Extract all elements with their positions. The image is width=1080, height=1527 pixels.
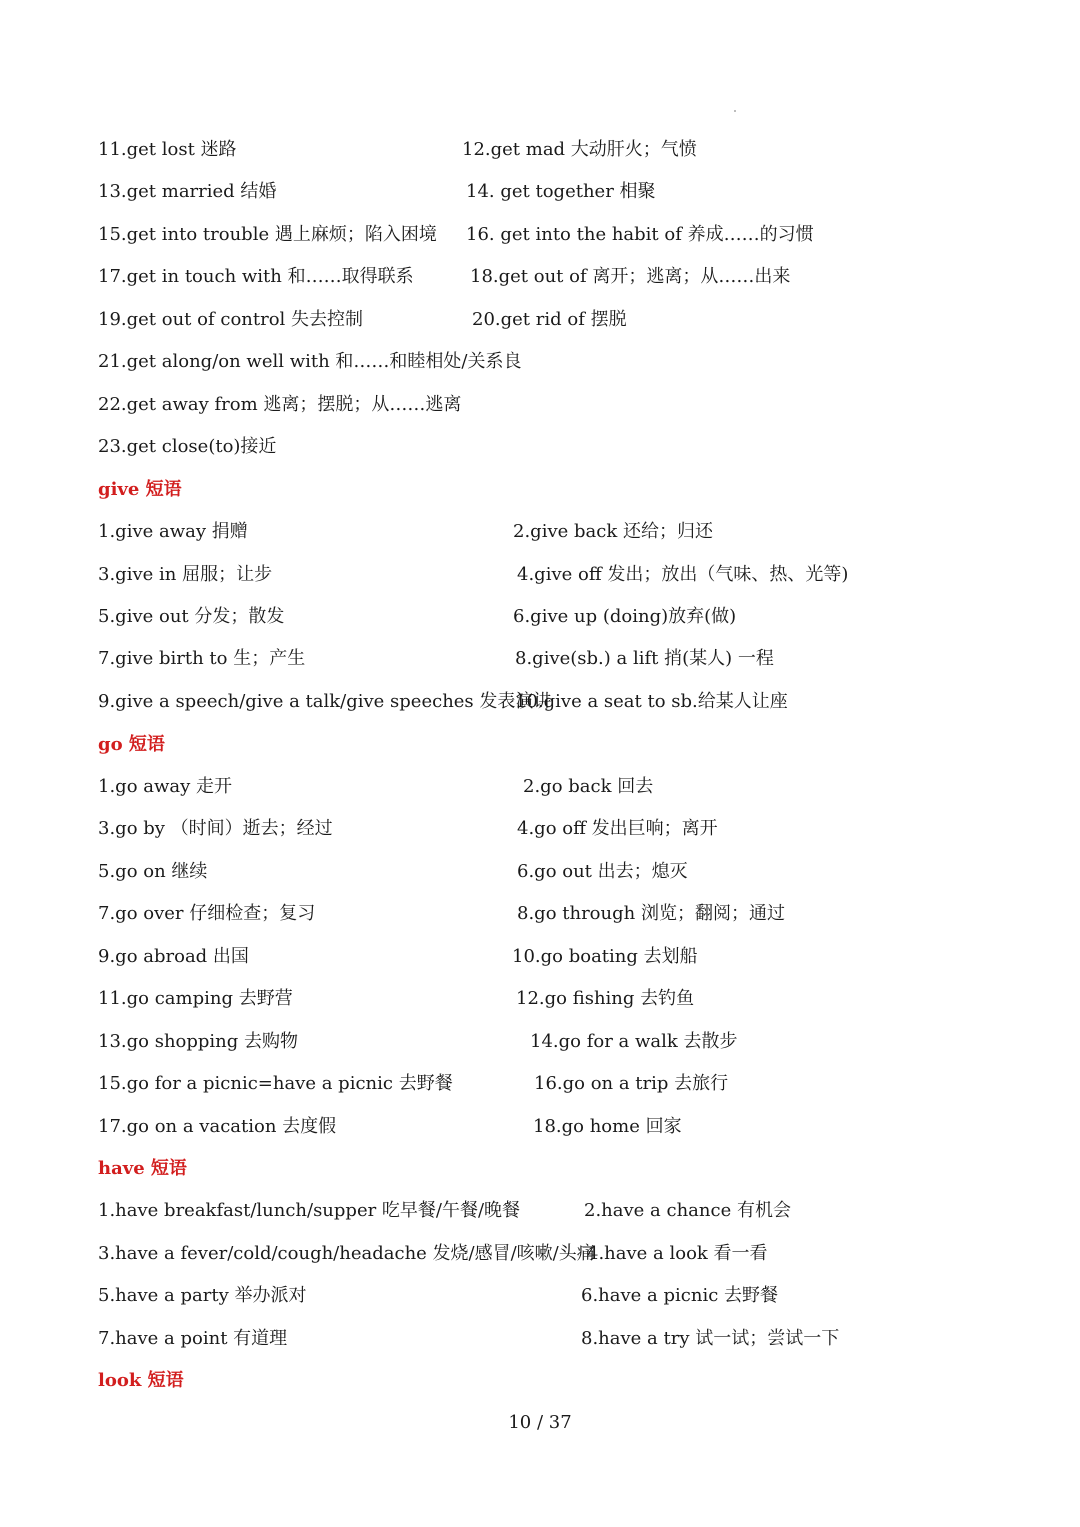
phrase-right: 10.give a seat to sb.给某人让座 <box>515 691 788 712</box>
section-heading-look: look 短语 <box>98 1370 184 1391</box>
phrase-left: 15.go for a picnic=have a picnic 去野餐 <box>98 1073 453 1094</box>
phrase-right: 14. get together 相聚 <box>466 181 656 202</box>
phrase-right: 16. get into the habit of 养成……的习惯 <box>466 224 814 245</box>
phrase-left: 23.get close(to)接近 <box>98 436 277 457</box>
phrase-left: 9.go abroad 出国 <box>98 946 249 967</box>
phrase-row <box>0 1239 1080 1269</box>
phrase-left: 5.give out 分发；散发 <box>98 606 285 627</box>
phrase-right: 2.go back 回去 <box>523 776 654 797</box>
phrase-right: 18.go home 回家 <box>533 1116 682 1137</box>
phrase-row <box>0 644 1080 674</box>
phrase-row <box>0 135 1080 165</box>
phrase-left: 9.give a speech/give a talk/give speeches 发表演讲 <box>98 691 552 712</box>
phrase-row <box>0 262 1080 292</box>
phrase-row <box>0 347 1080 377</box>
phrase-right: 14.go for a walk 去散步 <box>530 1031 738 1052</box>
phrase-right: 8.give(sb.) a lift 捎(某人) 一程 <box>515 648 774 669</box>
phrase-left: 11.go camping 去野营 <box>98 988 293 1009</box>
phrase-right: 4.have a look 看一看 <box>587 1243 768 1264</box>
phrase-left: 3.go by （时间）逝去；经过 <box>98 818 333 839</box>
phrase-row <box>0 984 1080 1014</box>
phrase-row <box>0 772 1080 802</box>
phrase-left: 3.have a fever/cold/cough/headache 发烧/感冒/咳嗽/头痛 <box>98 1243 595 1264</box>
phrase-left: 1.go away 走开 <box>98 776 233 797</box>
phrase-left: 13.get married 结婚 <box>98 181 277 202</box>
phrase-row <box>0 517 1080 547</box>
phrase-row <box>0 687 1080 717</box>
phrase-row <box>0 1324 1080 1354</box>
phrase-row <box>0 305 1080 335</box>
phrase-right: 4.go off 发出巨响；离开 <box>517 818 718 839</box>
phrase-right: 20.get rid of 摆脱 <box>472 309 627 330</box>
phrase-left: 22.get away from 逃离；摆脱；从……逃离 <box>98 394 462 415</box>
phrase-right: 18.get out of 离开；逃离；从……出来 <box>470 266 791 287</box>
phrase-right: 6.give up (doing)放弃(做) <box>513 606 737 627</box>
phrase-left: 1.have breakfast/lunch/supper 吃早餐/午餐/晚餐 <box>98 1200 521 1221</box>
phrase-left: 1.give away 捐赠 <box>98 521 248 542</box>
phrase-row <box>0 602 1080 632</box>
phrase-left: 5.go on 继续 <box>98 861 208 882</box>
phrase-row <box>0 177 1080 207</box>
phrase-right: 2.have a chance 有机会 <box>584 1200 791 1221</box>
phrase-right: 8.go through 浏览；翻阅；通过 <box>517 903 785 924</box>
phrase-row <box>0 1027 1080 1057</box>
phrase-right: 16.go on a trip 去旅行 <box>534 1073 729 1094</box>
phrase-row <box>0 1112 1080 1142</box>
phrase-row <box>0 857 1080 887</box>
phrase-right: 2.give back 还给；归还 <box>513 521 713 542</box>
scan-speck <box>734 110 736 112</box>
phrase-row <box>0 432 1080 462</box>
phrase-right: 6.have a picnic 去野餐 <box>581 1285 779 1306</box>
phrase-row <box>0 560 1080 590</box>
section-heading-have: have 短语 <box>98 1158 187 1179</box>
phrase-row <box>0 390 1080 420</box>
phrase-left: 17.get in touch with 和……取得联系 <box>98 266 414 287</box>
phrase-right: 6.go out 出去；熄灭 <box>517 861 688 882</box>
phrase-left: 5.have a party 举办派对 <box>98 1285 307 1306</box>
phrase-left: 3.give in 屈服；让步 <box>98 564 273 585</box>
phrase-left: 21.get along/on well with 和……和睦相处/关系良 <box>98 351 522 372</box>
phrase-right: 4.give off 发出；放出（气味、热、光等) <box>517 564 849 585</box>
phrase-left: 7.go over 仔细检查；复习 <box>98 903 316 924</box>
phrase-left: 11.get lost 迷路 <box>98 139 237 160</box>
phrase-left: 7.give birth to 生；产生 <box>98 648 306 669</box>
phrase-row <box>0 1196 1080 1226</box>
phrase-right: 12.go fishing 去钓鱼 <box>516 988 695 1009</box>
phrase-row <box>0 942 1080 972</box>
phrase-row <box>0 1281 1080 1311</box>
phrase-left: 17.go on a vacation 去度假 <box>98 1116 337 1137</box>
page-number: 10 / 37 <box>508 1412 572 1433</box>
phrase-row <box>0 814 1080 844</box>
phrase-left: 13.go shopping 去购物 <box>98 1031 299 1052</box>
phrase-left: 7.have a point 有道理 <box>98 1328 288 1349</box>
phrase-right: 12.get mad 大动肝火；气愤 <box>462 139 697 160</box>
phrase-left: 15.get into trouble 遇上麻烦；陷入困境 <box>98 224 437 245</box>
phrase-right: 8.have a try 试一试；尝试一下 <box>581 1328 840 1349</box>
section-heading-go: go 短语 <box>98 734 165 755</box>
phrase-row <box>0 1069 1080 1099</box>
phrase-right: 10.go boating 去划船 <box>512 946 698 967</box>
section-heading-give: give 短语 <box>98 479 182 500</box>
phrase-row <box>0 899 1080 929</box>
phrase-left: 19.get out of control 失去控制 <box>98 309 364 330</box>
phrase-row <box>0 220 1080 250</box>
